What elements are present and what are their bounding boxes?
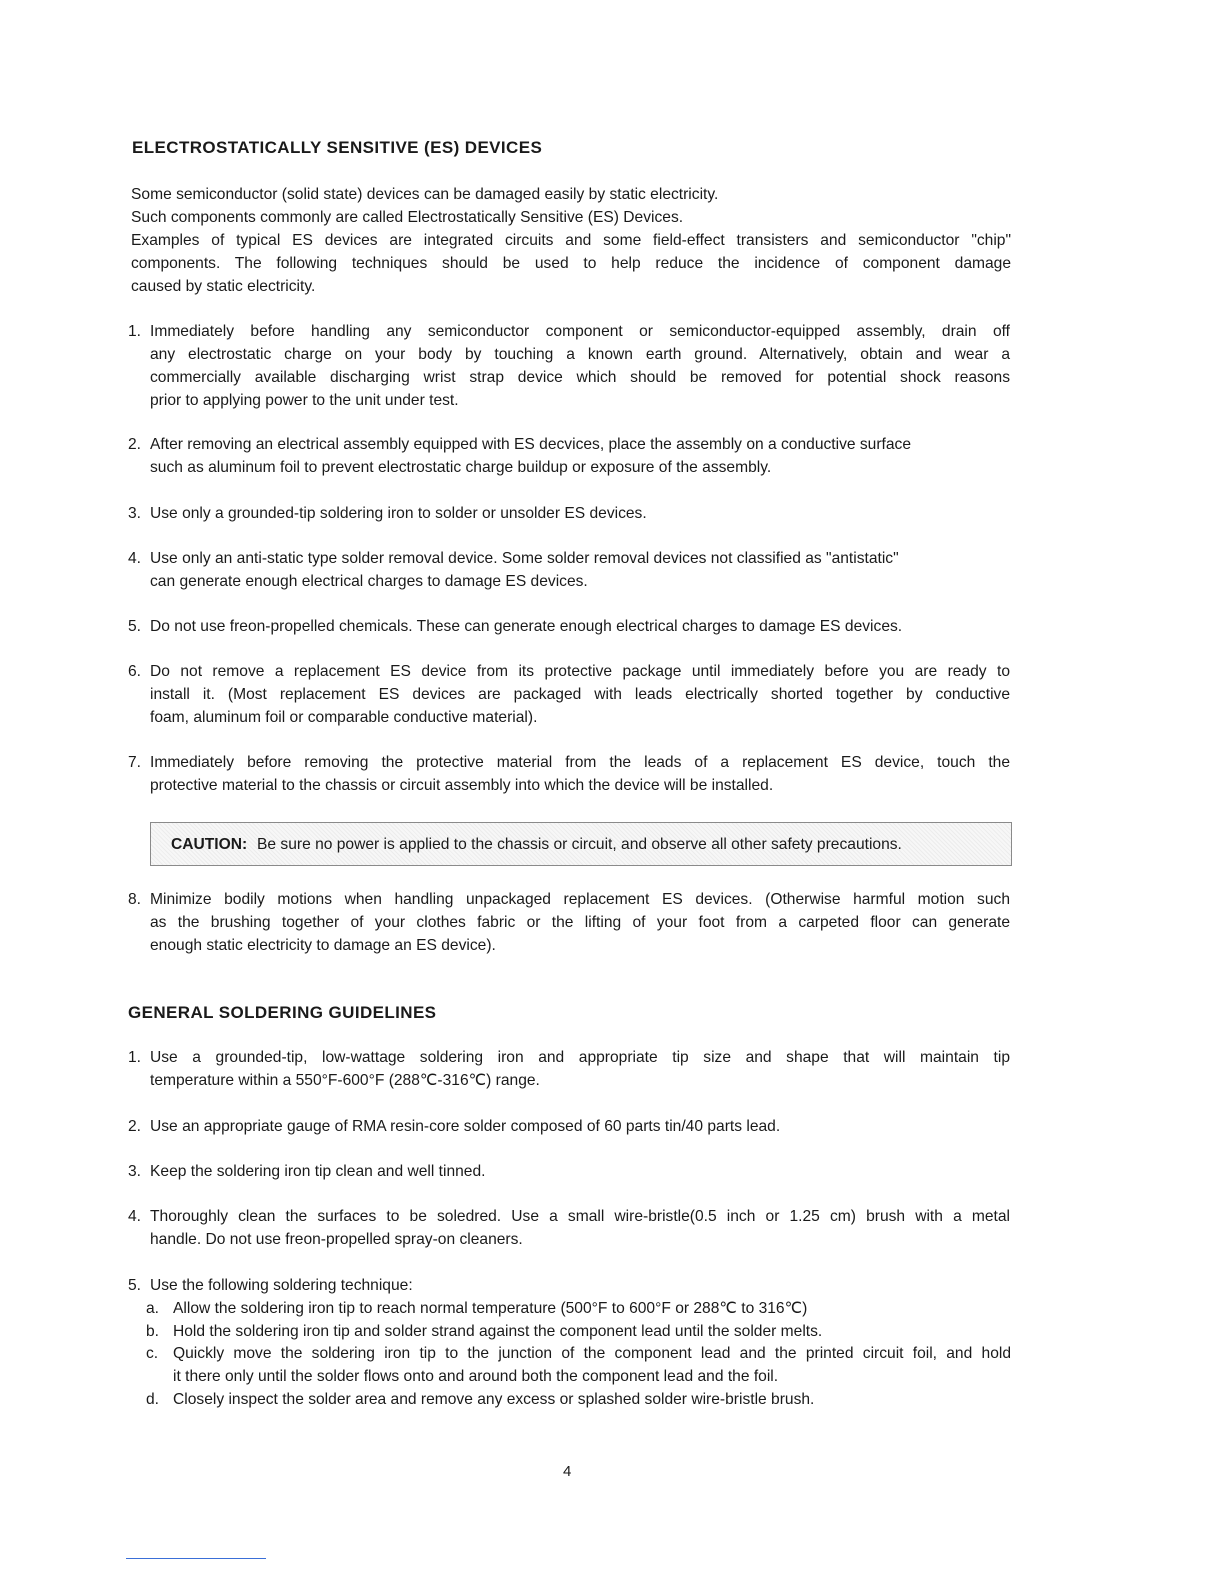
item-number: 4. [128,550,142,567]
text-line: such as aluminum foil to prevent electrostatic charge buildup or exposure of the assembly. [150,459,772,476]
text-line: Some semiconductor (solid state) devices can be damaged easily by static electricity. [131,186,719,203]
text-line: it there only until the solder flows onto and around both the component lead and the foil. [173,1368,779,1385]
item-number: 5. [128,618,142,635]
item-number: 1. [128,1049,142,1066]
text-line: can generate enough electrical charges to damage ES devices. [150,573,588,590]
soldering-guidelines-heading: GENERAL SOLDERING GUIDELINES [128,1003,437,1022]
text-line: Keep the soldering iron tip clean and well tinned. [150,1163,486,1180]
item-number: 4. [128,1208,142,1225]
text-line: as the brushing together of your clothes fabric or the lifting of your foot from a carpeted floor can generate [150,914,1010,931]
text-line: After removing an electrical assembly equipped with ES decvices, place the assembly on a conductive surface [150,436,912,453]
footer-rule [126,1558,266,1559]
text-line: caused by static electricity. [131,278,316,295]
text-line: Immediately before removing the protective material from the leads of a replacement ES device, touch the [150,754,1010,771]
step-letter: b. [146,1323,160,1340]
text-line: Do not use freon-propelled chemicals. These can generate enough electrical charges to damage ES devices. [150,618,903,635]
text-line: handle. Do not use freon-propelled spray-on cleaners. [150,1231,523,1248]
item-number: 1. [128,323,142,340]
text-line: components. The following techniques should be used to help reduce the incidence of component damage [131,255,1011,272]
text-line: install it. (Most replacement ES devices are packaged with leads electrically shorted together by conductive [150,686,1010,703]
text-line: Quickly move the soldering iron tip to the junction of the component lead and the printed circuit foil, and hold [173,1345,1011,1362]
text-line: Use the following soldering technique: [150,1277,413,1294]
caution-label: CAUTION: [171,836,248,853]
text-line: commercially available discharging wrist strap device which should be removed for potential shock reasons [150,369,1010,386]
item-number: 3. [128,1163,142,1180]
item-number: 6. [128,663,142,680]
text-line: Such components commonly are called Electrostatically Sensitive (ES) Devices. [131,209,684,226]
item-number: 7. [128,754,142,771]
caution-text: Be sure no power is applied to the chassis or circuit, and observe all other safety precautions. [257,836,902,853]
text-line: Use only a grounded-tip soldering iron to solder or unsolder ES devices. [150,505,647,522]
item-number: 8. [128,891,142,908]
text-line: prior to applying power to the unit under test. [150,392,459,409]
es-intro-paragraph [131,183,1011,298]
text-line: foam, aluminum foil or comparable conductive material). [150,709,538,726]
text-line: enough static electricity to damage an ES device). [150,937,496,954]
es-devices-heading: ELECTROSTATICALLY SENSITIVE (ES) DEVICES [132,138,543,157]
caution-box [150,822,1012,866]
step-letter: a. [146,1300,160,1317]
text-line: Use a grounded-tip, low-wattage soldering iron and appropriate tip size and shape that will maintain tip [150,1049,1010,1066]
text-line: protective material to the chassis or circuit assembly into which the device will be installed. [150,777,774,794]
step-letter: d. [146,1391,160,1408]
text-line: Closely inspect the solder area and remove any excess or splashed solder wire-bristle brush. [173,1391,815,1408]
text-line: Immediately before handling any semiconductor component or semiconductor-equipped assembly, drain off [150,323,1010,340]
text-line: Minimize bodily motions when handling unpackaged replacement ES devices. (Otherwise harmful motion such [150,891,1010,908]
item-number: 3. [128,505,142,522]
text-line: Examples of typical ES devices are integrated circuits and some field-effect transisters and semiconductor "chip" [131,232,1011,249]
text-line: Do not remove a replacement ES device from its protective package until immediately before you are ready to [150,663,1010,680]
text-line: Thoroughly clean the surfaces to be soledred. Use a small wire-bristle(0.5 inch or 1.25 cm) brush with a metal [150,1208,1010,1225]
text-line: any electrostatic charge on your body by touching a known earth ground. Alternatively, obtain and wear a [150,346,1010,363]
text-line: Use an appropriate gauge of RMA resin-core solder composed of 60 parts tin/40 parts lead. [150,1118,781,1135]
text-line: Use only an anti-static type solder removal device. Some solder removal devices not classified as "antistatic" [150,550,899,567]
item-number: 2. [128,1118,142,1135]
item-number: 2. [128,436,142,453]
page-number: 4 [563,1463,572,1480]
step-letter: c. [146,1345,159,1362]
item-number: 5. [128,1277,142,1294]
text-line: temperature within a 550°F-600°F (288℃-316℃) range. [150,1072,540,1089]
text-line: Hold the soldering iron tip and solder strand against the component lead until the solder melts. [173,1323,823,1340]
text-line: Allow the soldering iron tip to reach normal temperature (500°F to 600°F or 288℃ to 316℃) [173,1300,808,1317]
